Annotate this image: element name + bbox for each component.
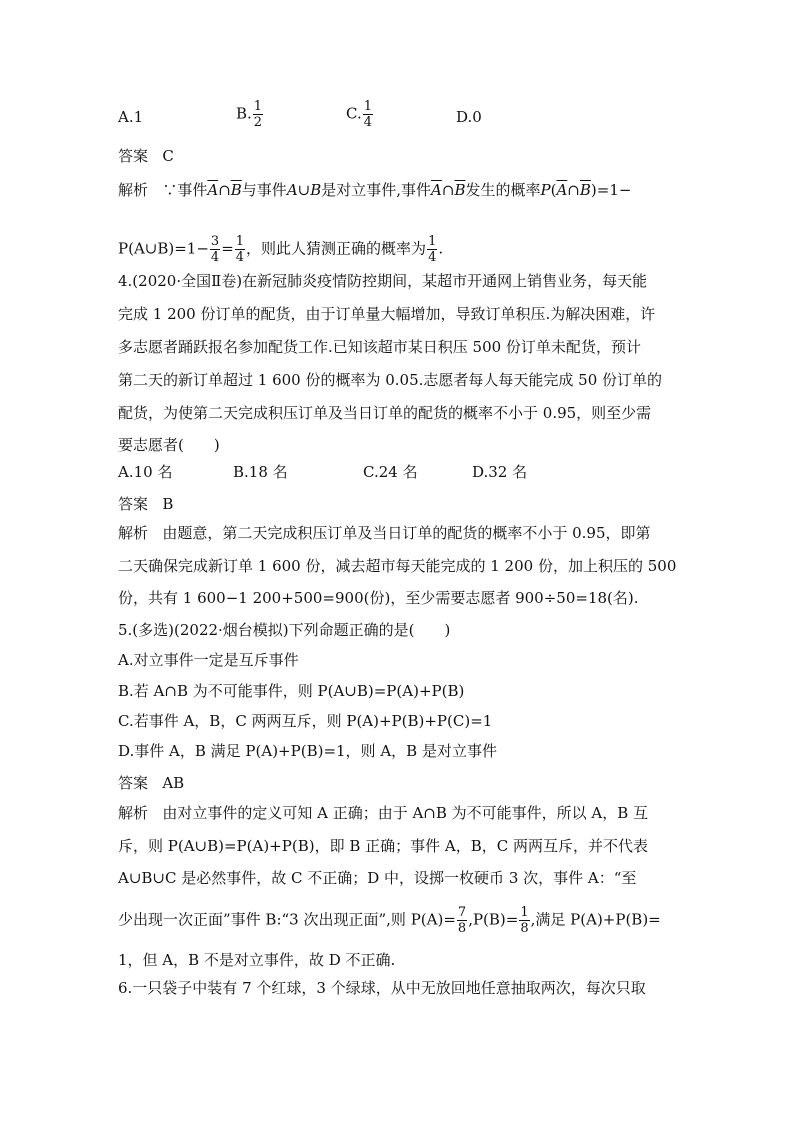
analysis-label: 解析 [118,181,149,199]
q4-option-c: C.24 名 [363,463,418,481]
fraction: $\frac{1}{4}$ [428,234,437,265]
q4-analysis-line: 份，共有 1 600−1 200+500=900(份)，至少需要志愿者 900÷50=18(名). [118,589,639,607]
q5-option-d: D.事件 A，B 满足 P(A)+P(B)=1，则 A，B 是对立事件 [118,742,497,760]
q3-option-a: A.1 [118,108,144,126]
q5-analysis-line5: 1，但 A，B 不是对立事件，故 D 不正确. [118,951,396,969]
answer-label: 答案 [118,774,149,792]
fraction: $\frac{1}{4}$ [235,234,245,265]
answer-value: B [162,495,174,513]
analysis-label: 解析 [118,804,149,822]
q4-answer [118,494,173,514]
q3-option-b: B. $\frac{1}{2}$ [236,99,263,130]
q4-option-b: B.18 名 [233,463,288,481]
fraction: $\frac{7}{8}$ [457,905,467,936]
q6-stem: 6.一只袋子中装有 7 个红球，3 个绿球，从中无放回地任意抽取两次，每次只取 [118,979,646,997]
q5-option-a: A.对立事件一定是互斥事件 [118,651,299,669]
q5-analysis-line: A∪B∪C 是必然事件，故 C 不正确；D 中，设掷一枚硬币 3 次，事件 A：“至 [118,869,637,887]
q3-options [118,99,678,141]
q4-stem-line: 配货，为使第二天完成积压订单及当日订单的配货的概率不小于 0.95，则至少需 [118,404,652,422]
q5-analysis-line4: 少出现一次正面”事件 B:“3 次出现正面”,则 P(A)= $\frac{7}{8}$ ,P(B)= $\frac{1}{8}$ ,满足 P(A)+P(B)= [118,905,661,936]
q4-analysis-line: 二天确保完成新订单 1 600 份，减去超市每天能完成的 1 200 份，加上积压的 500 [118,557,677,575]
q4-option-d: D.32 名 [472,463,528,481]
analysis-label: 解析 [118,524,149,542]
fraction: $\frac{1}{2}$ [253,99,263,130]
q5-analysis-line: 解析 由对立事件的定义可知 A 正确；由于 A∩B 为不可能事件，所以 A，B 互 [118,804,649,822]
answer-label: 答案 [118,495,149,513]
q3-answer [118,146,174,166]
q3-option-d: D.0 [456,108,482,126]
q4-stem-line: 4.(2020·全国Ⅱ卷)在新冠肺炎疫情防控期间，某超市开通网上销售业务，每天能 [118,272,648,290]
q4-stem-line: 多志愿者踊跃报名参加配货工作.已知该超市某日积压 500 份订单未配货，预计 [118,338,641,356]
fraction: $\frac{1}{8}$ [520,905,529,936]
answer-label: 答案 [118,147,149,165]
q4-stem-line: 完成 1 200 份订单的配货，由于订单量大幅增加，导致订单积压.为解决困难，许 [118,305,656,323]
q5-stem: 5.(多选)(2022·烟台模拟)下列命题正确的是( ) [118,621,451,639]
fraction: $\frac{3}{4}$ [210,234,220,265]
q5-answer [118,773,184,793]
q3-option-c: C. $\frac{1}{4}$ [346,99,372,130]
q3-analysis-line2: P(A∪B)=1− $\frac{3}{4}$ = $\frac{1}{4}$ ，则此人猜测正确的概率为 $\frac{1}{4}$ . [118,234,444,265]
q5-analysis-line: 斥，则 P(A∪B)=P(A)+P(B)，即 B 正确；事件 A，B，C 两两互斥，并不代表 [118,837,649,855]
q4-stem-line: 要志愿者( ) [118,436,220,454]
q4-options [118,462,678,482]
q4-stem-line: 第二天的新订单超过 1 600 份的概率为 0.05.志愿者每人每天能完成 50 份订单的 [118,371,663,389]
q3-analysis-line1: 解析 ∵事件$\overline{A}\cap\overline{B}$与事件A∪B是对立事件,事件$\overline{A}\cap\overline{B}$发生的概率$P(\overline{A}\cap\overline{B})=1-$ [118,181,632,199]
answer-value: C [162,147,174,165]
q5-option-b: B.若 A∩B 为不可能事件，则 P(A∪B)=P(A)+P(B) [118,682,465,700]
q4-analysis-line: 解析 由题意，第二天完成积压订单及当日订单的配货的概率不小于 0.95，即第 [118,524,651,542]
fraction: $\frac{1}{4}$ [363,99,372,130]
q4-option-a: A.10 名 [118,463,173,481]
answer-value: AB [162,774,185,792]
q5-option-c: C.若事件 A，B，C 两两互斥，则 P(A)+P(B)+P(C)=1 [118,712,493,730]
